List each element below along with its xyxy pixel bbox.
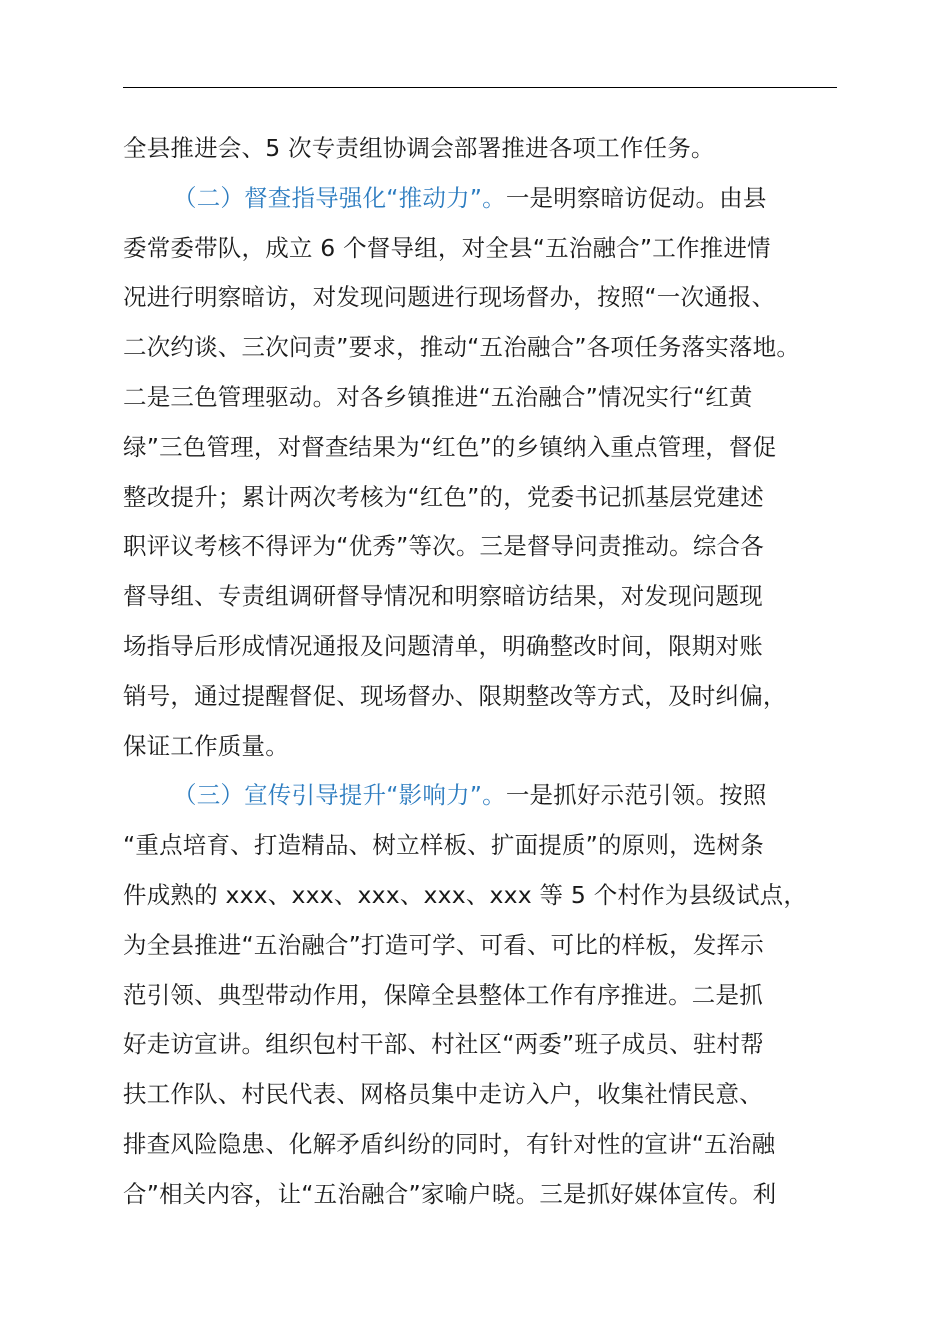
text-line <box>123 124 863 174</box>
line-text: 二是三色管理驱动。对各乡镇推进“五治融合”情况实行“红黄 <box>123 382 753 411</box>
line-text: 场指导后形成情况通报及问题清单，明确整改时间，限期对账 <box>123 631 763 660</box>
text-line <box>123 473 863 523</box>
line-text: 委常委带队，成立 6 个督导组，对全县“五治融合”工作推进情 <box>123 233 771 262</box>
text-line <box>123 224 863 274</box>
section-heading-2: （二）督查指导强化“推动力”。 <box>173 183 506 212</box>
text-line <box>123 1170 863 1220</box>
text-line <box>123 522 863 572</box>
line-text: 合”相关内容，让“五治融合”家喻户晓。三是抓好媒体宣传。利 <box>123 1179 777 1208</box>
text-line <box>123 622 863 672</box>
line-text: 件成熟的 xxx、xxx、xxx、xxx、xxx 等 5 个村作为县级试点， <box>123 880 808 909</box>
line-text: 好走访宣讲。组织包村干部、村社区“两委”班子成员、驻村帮 <box>123 1030 764 1059</box>
line-text: 排查风险隐患、化解矛盾纠纷的同时，有针对性的宣讲“五治融 <box>123 1129 776 1158</box>
text-line <box>123 1120 863 1170</box>
line-text: 职评议考核不得评为“优秀”等次。三是督导问责推动。综合各 <box>123 532 764 561</box>
text-line <box>123 273 863 323</box>
text-line <box>123 1020 863 1070</box>
line-text: 二次约谈、三次问责”要求，推动“五治融合”各项任务落实落地。 <box>123 333 801 362</box>
section-heading-line <box>123 771 863 821</box>
line-text: 绿”三色管理，对督查结果为“红色”的乡镇纳入重点管理，督促 <box>123 432 777 461</box>
text-line <box>123 1070 863 1120</box>
line-text: 范引领、典型带动作用，保障全县整体工作有序推进。二是抓 <box>123 980 763 1009</box>
text-line <box>123 921 863 971</box>
line-text: 为全县推进“五治融合”打造可学、可看、可比的样板，发挥示 <box>123 930 764 959</box>
line-text: 保证工作质量。 <box>123 731 289 760</box>
section-heading-line <box>123 174 863 224</box>
text-line <box>123 971 863 1021</box>
section-heading-3: （三）宣传引导提升“影响力”。 <box>173 781 506 810</box>
text-line <box>123 722 863 772</box>
document-body <box>123 124 863 1220</box>
text-line <box>123 821 863 871</box>
line-text: 扶工作队、村民代表、网格员集中走访入户，收集社情民意、 <box>123 1080 763 1109</box>
text-line <box>123 323 863 373</box>
header-rule <box>123 87 837 88</box>
line-text: 督导组、专责组调研督导情况和明察暗访结果，对发现问题现 <box>123 582 763 611</box>
text-line <box>123 871 863 921</box>
text-line <box>123 672 863 722</box>
text-line <box>123 373 863 423</box>
line-text: 一是明察暗访促动。由县 <box>505 183 767 212</box>
text-line <box>123 423 863 473</box>
line-text: 全县推进会、5 次专责组协调会部署推进各项工作任务。 <box>123 134 715 162</box>
line-text: “重点培育、打造精品、树立样板、扩面提质”的原则，选树条 <box>123 831 764 860</box>
line-text: 一是抓好示范引领。按照 <box>505 781 767 810</box>
line-text: 况进行明察暗访，对发现问题进行现场督办，按照“一次通报、 <box>123 283 776 312</box>
line-text: 销号，通过提醒督促、现场督办、限期整改等方式，及时纠偏， <box>123 681 787 710</box>
text-line <box>123 572 863 622</box>
line-text: 整改提升；累计两次考核为“红色”的，党委书记抓基层党建述 <box>123 482 764 511</box>
